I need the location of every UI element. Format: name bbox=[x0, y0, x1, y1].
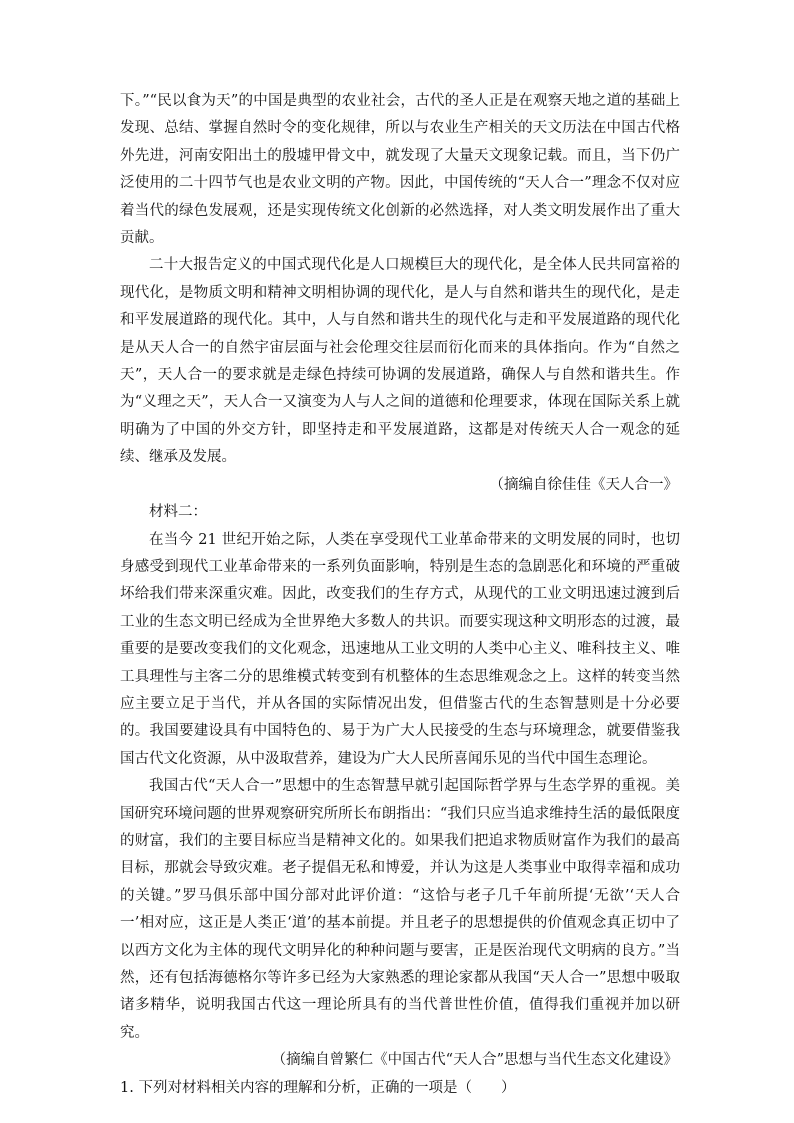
material-one-paragraph-2: 二十大报告定义的中国式现代化是人口规模巨大的现代化，是全体人民共同富裕的现代化，是物质文明和精神文明相协调的现代化，是人与自然和谐共生的现代化，是走和平发展道路的现代化。其中，人与自然和谐共生的现代化与走和平发展道路的现代化是从天人合一的自然宇宙层面与社会伦理交往层而衍化而来的具体指向。作为“自然之天”，天人合一的要求就是走绿色持续可协调的发展道路，确保人与自然和谐共生。作为“义理之天”，天人合一又演变为人与人之间的道德和伦理要求，体现在国际关系上就明确为了中国的外交方针，即坚持走和平发展道路，这都是对传统天人合一观念的延续、继承及发展。 bbox=[120, 257, 680, 466]
material-two-source: （摘编自曾繁仁《中国古代“天人合”思想与当代生态文化建设》 bbox=[271, 1052, 678, 1069]
document-page bbox=[120, 88, 680, 1102]
material-two-paragraph-1: 在当今 21 世纪开始之际，人类在享受现代工业革命带来的文明发展的同时，也切身感受到现代工业革命带来的一系列负面影响，特别是生态的急剧恶化和环境的严重破坏给我们带来深重灾难。因此，改变我们的生存方式，从现代的工业文明迅速过渡到后工业的生态文明已经成为全世界绝大多数人的共识。而要实现这种文明形态的过渡，最重要的是要改变我们的文化观念，迅速地从工业文明的人类中心主义、唯科技主义、唯工具理性与主客二分的思维模式转变到有机整体的生态思维观念之上。这样的转变当然应主要立足于当代，并从各国的实际情况出发，但借鉴古代的生态智慧则是十分必要的。我国要建设具有中国特色的、易于为广大人民接受的生态与环境理念，就要借鉴我国古代文化资源，从中汲取营养，建设为广大人民所喜闻乐见的当代中国生态理论。 bbox=[120, 531, 680, 767]
material-one-paragraph-continued: 下。”“民以食为天”的中国是典型的农业社会，古代的圣人正是在观察天地之道的基础上发现、总结、掌握自然时令的变化规律，所以与农业生产相关的天文历法在中国古代格外先进，河南安阳出土的殷墟甲骨文中，就发现了大量天文现象记载。而且，当下仍广泛使用的二十四节气也是农业文明的产物。因此，中国传统的“天人合一”理念不仅对应着当代的绿色发展观，还是实现传统文化创新的必然选择，对人类文明发展作出了重大贡献。 bbox=[120, 93, 680, 247]
material-two-paragraph-2: 我国古代“天人合一”思想中的生态智慧早就引起国际哲学界与生态学界的重视。美国研究环境问题的世界观察研究所所长布朗指出：“我们只应当追求维持生活的最低限度的财富，我们的主要目标应当是精神文化的。如果我们把追求物质财富作为我们的最高目标，那就会导致灾难。老子提倡无私和博爱，并认为这是人类事业中取得幸福和成功的关键。”罗马俱乐部中国分部对此评价道：“这恰与老子几千年前所提‘无欲’‘天人合一’相对应，这正是人类正‘道’的基本前提。并且老子的思想提供的价值观念真正切中了以西方文化为主体的现代文明异化的种种问题与要害，正是医治现代文明病的良方。”当然，还有包括海德格尔等许多已经为大家熟悉的理论家都从我国“天人合一”思想中吸取诸多精华，说明我国古代这一理论所具有的当代普世性价值，值得我们重视并加以研究。 bbox=[120, 778, 680, 1041]
material-one-source: （摘编自徐佳佳《天人合一》 bbox=[489, 476, 678, 493]
material-two-label: 材料二： bbox=[149, 504, 207, 521]
question-1: 1. 下列对材料相关内容的理解和分析，正确的一项是（ ） bbox=[120, 1079, 516, 1096]
